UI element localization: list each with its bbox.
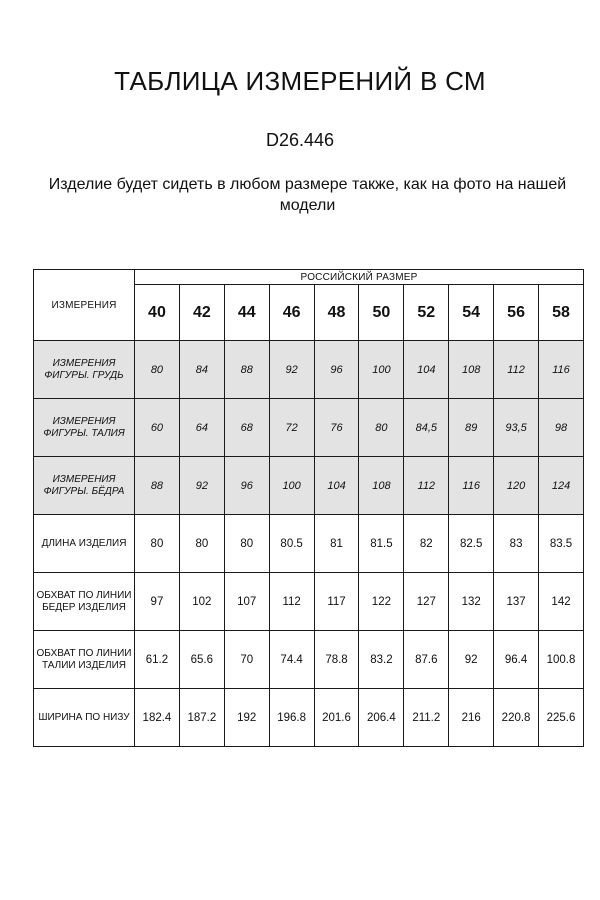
table-cell: 124: [539, 457, 584, 515]
table-cell: 100: [359, 341, 404, 399]
table-cell: 108: [449, 341, 494, 399]
table-cell: 80: [135, 515, 180, 573]
table-cell: 61.2: [135, 631, 180, 689]
table-cell: 137: [494, 573, 539, 631]
table-cell: 117: [314, 573, 359, 631]
table-cell: 127: [404, 573, 449, 631]
row-label: ОБХВАТ ПО ЛИНИИ БЕДЕР ИЗДЕЛИЯ: [34, 573, 135, 631]
table-cell: 88: [224, 341, 269, 399]
table-cell: 192: [224, 689, 269, 747]
table-cell: 104: [314, 457, 359, 515]
table-row: [34, 689, 584, 747]
table-cell: 83.2: [359, 631, 404, 689]
row-label: ИЗМЕРЕНИЯ ФИГУРЫ. БЁДРА: [34, 457, 135, 515]
size-table: [33, 269, 584, 747]
table-cell: 116: [539, 341, 584, 399]
table-cell: 80: [224, 515, 269, 573]
table-cell: 92: [269, 341, 314, 399]
table-cell: 83: [494, 515, 539, 573]
table-cell: 96: [224, 457, 269, 515]
table-cell: 104: [404, 341, 449, 399]
page-title: ТАБЛИЦА ИЗМЕРЕНИЙ В СМ: [114, 66, 486, 96]
table-cell: 220.8: [494, 689, 539, 747]
table-cell: 96.4: [494, 631, 539, 689]
table-cell: 83.5: [539, 515, 584, 573]
size-header-cell: 58: [539, 285, 584, 341]
table-cell: 116: [449, 457, 494, 515]
size-header-cell: 40: [135, 285, 180, 341]
table-cell: 78.8: [314, 631, 359, 689]
size-header-cell: 50: [359, 285, 404, 341]
table-cell: 97: [135, 573, 180, 631]
table-cell: 112: [404, 457, 449, 515]
row-label: ИЗМЕРЕНИЯ ФИГУРЫ. ГРУДЬ: [34, 341, 135, 399]
table-cell: 182.4: [135, 689, 180, 747]
table-cell: 82: [404, 515, 449, 573]
size-header-cell: 52: [404, 285, 449, 341]
table-cell: 107: [224, 573, 269, 631]
size-header-cell: 44: [224, 285, 269, 341]
size-group-header: РОССИЙСКИЙ РАЗМЕР: [135, 270, 584, 285]
table-cell: 100: [269, 457, 314, 515]
table-cell: 102: [179, 573, 224, 631]
fit-note: Изделие будет сидеть в любом размере также, как на фото на нашей модели: [48, 176, 567, 214]
table-row: [34, 515, 584, 573]
table-cell: 64: [179, 399, 224, 457]
table-cell: 76: [314, 399, 359, 457]
table-row: [34, 573, 584, 631]
table-row: [34, 631, 584, 689]
table-cell: 92: [179, 457, 224, 515]
table-cell: 122: [359, 573, 404, 631]
table-cell: 74.4: [269, 631, 314, 689]
size-header-cell: 56: [494, 285, 539, 341]
table-cell: 89: [449, 399, 494, 457]
table-cell: 80.5: [269, 515, 314, 573]
measure-header: ИЗМЕРЕНИЯ: [34, 270, 135, 341]
table-cell: 93,5: [494, 399, 539, 457]
table-cell: 196.8: [269, 689, 314, 747]
table-cell: 81: [314, 515, 359, 573]
table-cell: 80: [359, 399, 404, 457]
table-cell: 211.2: [404, 689, 449, 747]
size-header-cell: 42: [179, 285, 224, 341]
table-cell: 100.8: [539, 631, 584, 689]
size-header-cell: 48: [314, 285, 359, 341]
table-cell: 108: [359, 457, 404, 515]
table-cell: 65.6: [179, 631, 224, 689]
table-cell: 88: [135, 457, 180, 515]
table-cell: 72: [269, 399, 314, 457]
size-header-cell: 54: [449, 285, 494, 341]
table-cell: 80: [135, 341, 180, 399]
table-cell: 68: [224, 399, 269, 457]
table-cell: 96: [314, 341, 359, 399]
table-cell: 81.5: [359, 515, 404, 573]
table-cell: 120: [494, 457, 539, 515]
table-cell: 187.2: [179, 689, 224, 747]
table-cell: 132: [449, 573, 494, 631]
table-cell: 70: [224, 631, 269, 689]
table-cell: 87.6: [404, 631, 449, 689]
table-cell: 84,5: [404, 399, 449, 457]
table-cell: 84: [179, 341, 224, 399]
table-cell: 216: [449, 689, 494, 747]
size-group-header-row: [34, 270, 584, 285]
size-header-cell: 46: [269, 285, 314, 341]
table-row: [34, 341, 584, 399]
table-cell: 225.6: [539, 689, 584, 747]
row-label: ИЗМЕРЕНИЯ ФИГУРЫ. ТАЛИЯ: [34, 399, 135, 457]
table-cell: 201.6: [314, 689, 359, 747]
table-cell: 82.5: [449, 515, 494, 573]
table-cell: 60: [135, 399, 180, 457]
table-cell: 112: [494, 341, 539, 399]
table-cell: 80: [179, 515, 224, 573]
table-cell: 92: [449, 631, 494, 689]
product-code: D26.446: [265, 130, 335, 150]
table-row: [34, 399, 584, 457]
row-label: ДЛИНА ИЗДЕЛИЯ: [34, 515, 135, 573]
row-label: ОБХВАТ ПО ЛИНИИ ТАЛИИ ИЗДЕЛИЯ: [34, 631, 135, 689]
table-cell: 112: [269, 573, 314, 631]
table-cell: 206.4: [359, 689, 404, 747]
table-row: [34, 457, 584, 515]
table-cell: 142: [539, 573, 584, 631]
row-label: ШИРИНА ПО НИЗУ: [34, 689, 135, 747]
table-cell: 98: [539, 399, 584, 457]
